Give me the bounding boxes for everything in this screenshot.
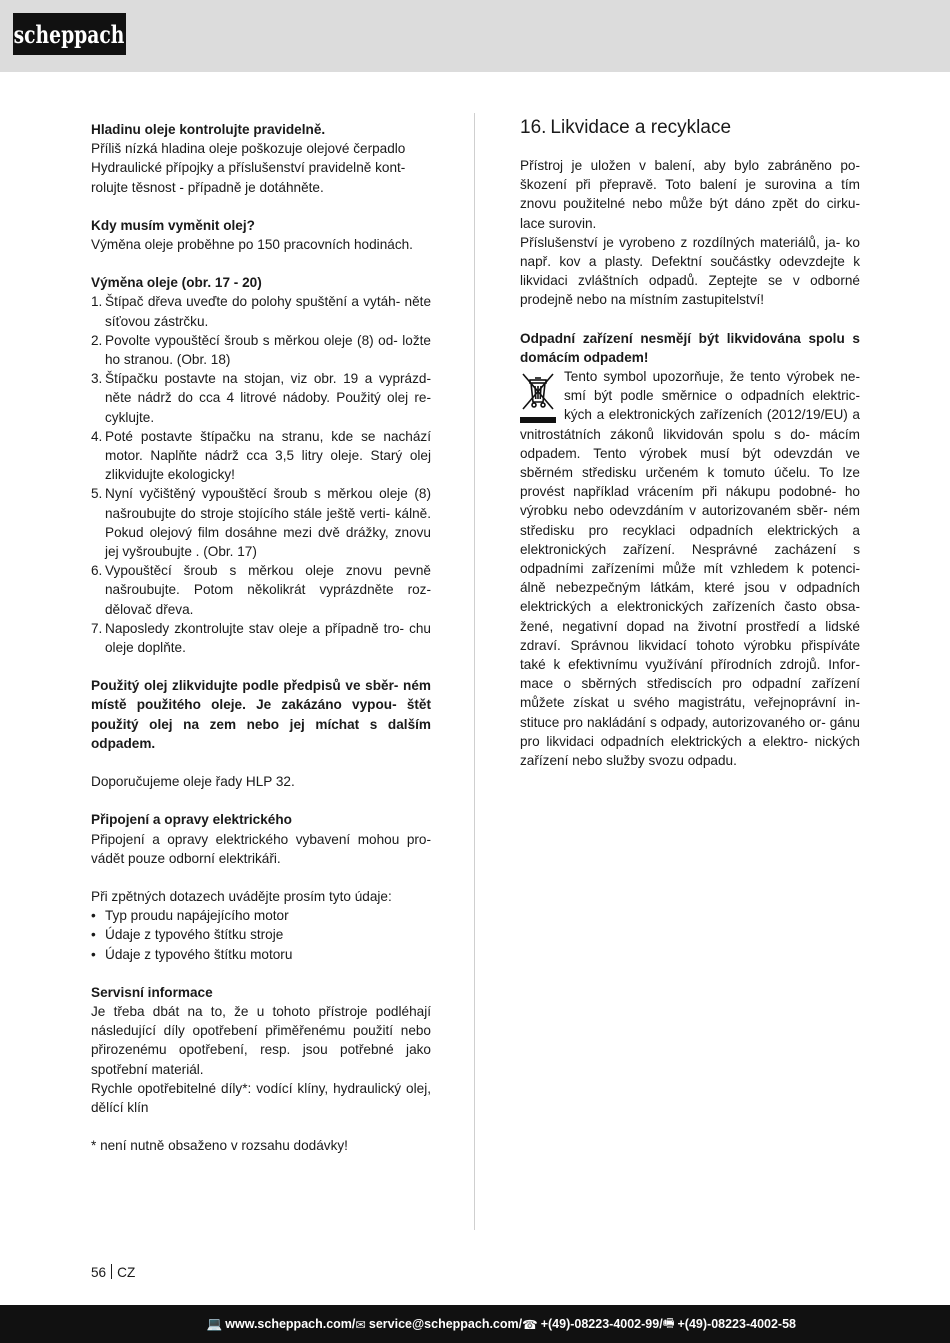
oil-level-line-2: Hydraulické přípojky a příslušenství pravidelně kont- [91,160,406,176]
page-number [91,1264,135,1280]
page-header [0,0,950,72]
footer-email[interactable]: service@scheppach.com [368,1317,519,1331]
oil-recommendation: Doporučujeme oleje řady HLP 32. [91,774,295,790]
electric-title: Připojení a opravy elektrického [91,812,292,828]
service-text-1: Je třeba dbát na to, že u tohoto přístroje podléhají následující díly opotřebení přiměřenému použití nebo přirozenému opotřebení, resp. jsou potřebné jako spotřební materiál. [91,1003,431,1077]
electric-text: Připojení a opravy elektrického vybavení mohou pro- vádět pouze odborní elektrikáři. [91,831,431,866]
footer-separator: / [659,1317,663,1331]
footer-separator: / [351,1317,356,1331]
queries-intro: Při zpětných dotazech uvádějte prosím tyto údaje: [91,888,392,904]
section-title: Likvidace a recyklace [550,117,732,138]
list-item: 4. Poté postavte štípačku na stranu, kde se nachází motor. Naplňte nádrž cca 3,5 litry oleje. Starý olej zlikvidujte ekologicky! [91,428,431,483]
list-item: 3. Štípačku postavte na stojan, viz obr. 19 a vyprázd- něte nádrž do cca 4 litrové nádoby. Použitý olej re- cyklujte. [91,371,431,425]
page-number-value: 56 [91,1265,107,1280]
fax-icon: 🖷 [662,1315,675,1330]
weee-bar [520,417,556,423]
page-footer [0,1305,950,1343]
footer-separator: / [518,1317,523,1331]
used-oil-warning: Použitý olej zlikvidujte podle předpisů ve sběr- ném místě použitého oleje. Je zakázáno vypou- štět použitý olej na zem nebo jej míchat s dalším odpadem. [91,678,431,751]
waste-text: Tento symbol upozorňuje, že tento výrobek ne- smí být podle směrnice o odpadních elektric- kých a elektronických zařízeních (2012/19/EU) a vnitrostátních zákonů likvidován spolu s do- mácím odpadem. Tento výrobek musí být odevzdán ve sběrném středisku určeném k tomuto účelu. To lze provést například vrácením při nákupu podobné- ho výrobku nebo odevzdáním v autorizovaném sběr- ném středisku pro recyklaci odpadních elektrických a elektronických zařízení. Nesprávné zacházení s odpadními zařízeními může mít vzhledem k potenci- álně nebezpečným látkám, které jsou v odpadních elektrických a elektronických zařízeních často obsa- žené, negativní dopad na životní prostředí a lidské zdraví. Správnou likvidací tohoto výrobku přispíváte také k efektivnímu využívání přírodních zdrojů. Infor- mace o sběrných střediscích pro odpadní zařízení můžete získat u svého magistrátu, veřejnoprávní in- stituce pro nakládání s odpady, autorizovaného or- gánu pro likvidaci odpadních elektrických a elektro- nických zařízení nebo služby svozu odpadu. [520,369,860,769]
column-divider [474,113,475,1230]
oil-level-title: Hladinu oleje kontrolujte pravidelně. [91,122,326,137]
oil-level-line-3: rolujte těsnost - případně je dotáhněte. [91,179,324,195]
list-item: 7. Naposledy zkontrolujte stav oleje a případně tro- chu oleje doplňte. [91,620,431,656]
when-change-title: Kdy musím vyměnit olej? [91,217,255,233]
laptop-icon: 💻 [206,1316,223,1331]
section-heading [520,116,860,140]
list-item: • Údaje z typového štítku stroje [91,927,284,943]
brand-logo-text: scheppach [14,19,125,49]
service-text-2: Rychle opotřebitelné díly*: vodící klíny, hydraulický olej, dělící klín [91,1080,431,1115]
accessories-paragraph: Příslušenství je vyrobeno z rozdílných materiálů, ja- ko např. kov a plasty. Defektní součástky odevzdejte k likvidaci zvláštních odpadů. Zeptejte se v odborné prodejně nebo na místním zastupitelství! [520,234,860,308]
list-item: 5. Nyní vyčištěný vypouštěcí šroub s měrkou oleje (8) našroubujte do stroje stojícího stále ještě verti- kálně. Pokud olejový film dosáhne mezi dvě drážky, znovu jej vyšroubujte . (Obr. 17) [91,486,431,560]
right-column [520,116,860,770]
list-item: 2. Povolte vypouštěcí šroub s měrkou oleje (8) od- ložte ho stranou. (Obr. 18) [91,332,431,368]
list-item: • Typ proudu napájejícího motor [91,908,289,924]
section-number: 16. [520,117,547,138]
service-title: Servisní informace [91,984,213,1000]
left-column [91,120,431,1155]
oil-level-line-1: Příliš nízká hladina oleje poškozuje olejové čerpadlo [91,141,406,157]
oil-change-title: Výměna oleje (obr. 17 - 20) [91,275,262,291]
phone-icon: ☎ [522,1317,538,1332]
waste-title: Odpadní zařízení nesmějí být likvidována spolu s domácím odpadem! [520,330,860,365]
footnote: * není nutně obsaženo v rozsahu dodávky! [91,1138,348,1154]
queries-list [91,906,431,964]
when-change-text: Výměna oleje proběhne po 150 pracovních hodinách. [91,237,413,253]
list-item: 6. Vypouštěcí šroub s měrkou oleje znovu pevně našroubujte. Potom několikrát vyprázdněte roz- dělovač dřeva. [91,563,431,617]
crossed-bin-icon [520,371,556,411]
footer-web[interactable]: www.scheppach.com [225,1317,352,1331]
list-item: 1. Štípač dřeva uveďte do polohy spuštění a vytáh- něte síťovou zástrčku. [91,294,431,329]
brand-logo [13,13,126,55]
footer-fax: +(49)-08223-4002-58 [677,1317,796,1331]
oil-change-steps [91,292,431,657]
weee-bin-icon [520,371,558,423]
footer-phone: +(49)-08223-4002-99 [540,1317,660,1331]
page-language: CZ [117,1265,136,1280]
packaging-paragraph: Přístroj je uložen v balení, aby bylo zabráněno po- škození při přepravě. Toto balení je surovina a tím znovu použitelné nebo může být dáno zpět do cirku- lace surovin. [520,158,860,231]
email-icon: ✉ [355,1317,366,1332]
list-item: • Údaje z typového štítku motoru [91,946,293,962]
